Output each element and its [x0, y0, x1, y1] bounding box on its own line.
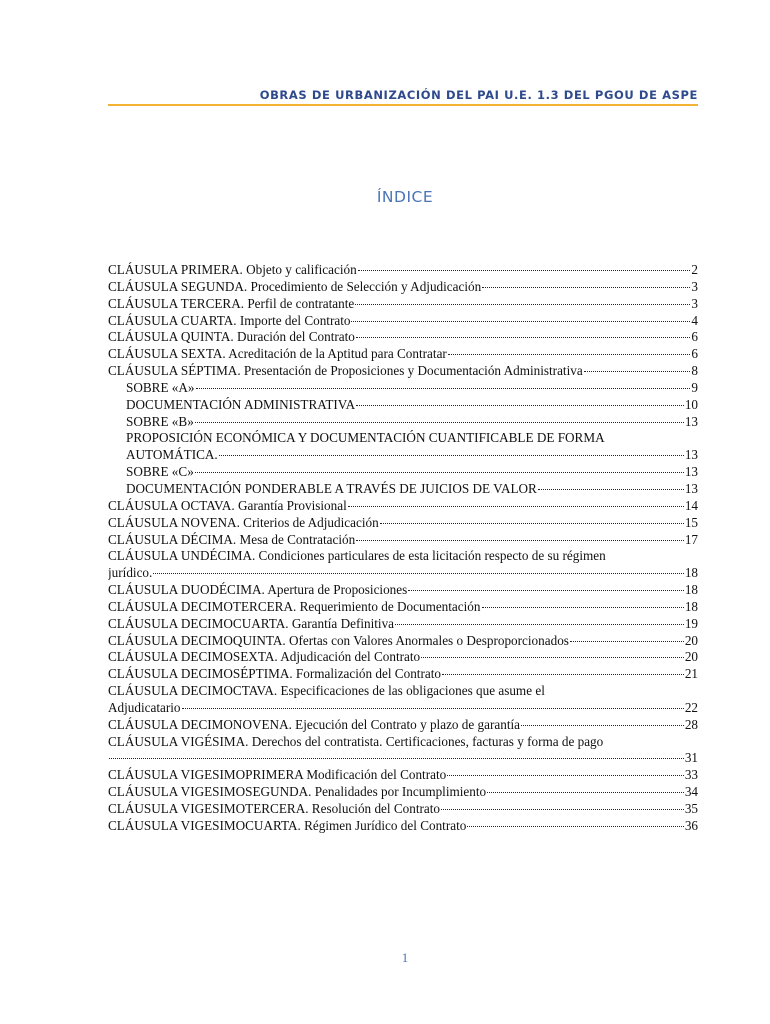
toc-dot-leader [467, 826, 683, 827]
toc-entry[interactable] [108, 767, 698, 784]
toc-page-number: 13 [684, 480, 698, 496]
toc-entry-text: SOBRE «C» [126, 464, 194, 480]
toc-entry-text: AUTOMÁTICA. [126, 447, 218, 463]
toc-entry-text: CLÁUSULA DUODÉCIMA. Apertura de Proposiciones [108, 582, 408, 598]
toc-entry-text: CLÁUSULA DECIMOSEXTA. Adjudicación del Contrato [108, 649, 421, 665]
toc-entry[interactable] [108, 599, 698, 616]
toc-entry[interactable] [108, 498, 698, 515]
toc-entry-text: CLÁUSULA VIGESIMOSEGUNDA. Penalidades por Incumplimiento [108, 784, 487, 800]
toc-entry-text: CLÁUSULA PRIMERA. Objeto y calificación [108, 262, 357, 277]
toc-dot-leader [482, 607, 684, 608]
toc-entry-text: CLÁUSULA DECIMONOVENA. Ejecución del Contrato y plazo de garantía [108, 716, 521, 732]
toc-entry[interactable] [108, 683, 698, 700]
header-divider [108, 104, 698, 106]
toc-entry[interactable] [108, 649, 698, 666]
toc-entry-text: CLÁUSULA VIGÉSIMA. Derechos del contratista. Certificaciones, facturas y forma de pago [108, 733, 604, 749]
toc-entry[interactable] [108, 801, 698, 818]
toc-page-number: 31 [684, 750, 698, 766]
toc-entry-text: DOCUMENTACIÓN ADMINISTRATIVA [126, 396, 356, 412]
toc-entry-text: CLÁUSULA DECIMOSÉPTIMA. Formalización del Contrato [108, 666, 441, 682]
toc-page-number: 13 [684, 464, 698, 480]
toc-page-number: 28 [684, 716, 698, 732]
toc-dot-leader [195, 422, 684, 423]
toc-entry[interactable] [108, 700, 698, 717]
toc-entry[interactable] [108, 380, 698, 397]
toc-page-number: 10 [684, 396, 698, 412]
toc-dot-leader [196, 388, 691, 389]
toc-entry[interactable] [108, 363, 698, 380]
toc-entry[interactable] [108, 784, 698, 801]
toc-dot-leader [356, 337, 691, 338]
toc-dot-leader [182, 708, 684, 709]
toc-entry[interactable] [108, 313, 698, 330]
toc-page-number: 13 [684, 413, 698, 429]
toc-dot-leader [408, 590, 684, 591]
toc-dot-leader [487, 792, 684, 793]
toc-entry[interactable] [108, 582, 698, 599]
toc-entry[interactable] [108, 616, 698, 633]
toc-page-number: 4 [691, 312, 698, 328]
toc-dot-leader [538, 489, 684, 490]
toc-entry-text: DOCUMENTACIÓN PONDERABLE A TRAVÉS DE JUICIOS DE VALOR [126, 480, 537, 496]
toc-dot-leader [448, 354, 691, 355]
toc-entry[interactable] [108, 414, 698, 431]
toc-entry-text: CLÁUSULA DECIMOQUINTA. Ofertas con Valores Anormales o Desproporcionados [108, 632, 569, 648]
toc-entry-text: CLÁUSULA DECIMOCUARTA. Garantía Definitiva [108, 615, 395, 631]
toc-page-number: 21 [684, 666, 698, 682]
toc-page-number: 18 [684, 582, 698, 598]
toc-dot-leader [441, 809, 684, 810]
toc-page-number: 13 [684, 447, 698, 463]
toc-dot-leader [356, 405, 684, 406]
toc-page-number: 3 [691, 295, 698, 311]
toc-dot-leader [355, 304, 690, 305]
toc-dot-leader [521, 725, 684, 726]
toc-page-number: 2 [691, 262, 698, 277]
toc-page-number: 36 [684, 817, 698, 833]
toc-page-number: 20 [684, 632, 698, 648]
toc-page-number: 20 [684, 649, 698, 665]
toc-entry[interactable] [108, 666, 698, 683]
toc-dot-leader [195, 472, 684, 473]
toc-entry-text: CLÁUSULA SÉPTIMA. Presentación de Proposiciones y Documentación Administrativa [108, 363, 583, 379]
toc-page-number: 9 [691, 379, 698, 395]
toc-entry[interactable] [108, 515, 698, 532]
toc-dot-leader [421, 657, 684, 658]
toc-page-number: 14 [684, 497, 698, 513]
toc-entry[interactable] [108, 717, 698, 734]
toc-entry-text: Adjudicatario [108, 699, 181, 715]
toc-dot-leader [380, 523, 684, 524]
toc-dot-leader [570, 641, 684, 642]
toc-entry[interactable] [108, 430, 698, 447]
toc-page-number: 3 [691, 278, 698, 294]
toc-dot-leader [584, 371, 691, 372]
toc-entry[interactable] [108, 397, 698, 414]
toc-entry-text: CLÁUSULA SEXTA. Acreditación de la Aptitud para Contratar [108, 346, 447, 362]
toc-page-number: 33 [684, 767, 698, 783]
toc-entry[interactable] [108, 548, 698, 565]
toc-dot-leader [447, 775, 684, 776]
toc-entry-text: CLÁUSULA UNDÉCIMA. Condiciones particulares de esta licitación respecto de su régimen [108, 548, 606, 564]
toc-entry-text: CLÁUSULA TERCERA. Perfil de contratante [108, 295, 355, 311]
toc-entry-text: CLÁUSULA DECIMOCTAVA. Especificaciones de las obligaciones que asume el [108, 683, 545, 699]
toc-page-number: 22 [684, 699, 698, 715]
toc-dot-leader [219, 455, 684, 456]
toc-entry-text: CLÁUSULA SEGUNDA. Procedimiento de Selección y Adjudicación [108, 278, 482, 294]
toc-page-number: 6 [691, 329, 698, 345]
document-header-title: OBRAS DE URBANIZACIÓN DEL PAI U.E. 1.3 DEL PGOU DE ASPE [259, 88, 698, 102]
toc-page-number: 17 [684, 531, 698, 547]
toc-entry[interactable] [108, 481, 698, 498]
toc-entry[interactable] [108, 532, 698, 549]
toc-page-number: 6 [691, 346, 698, 362]
toc-entry-text: SOBRE «B» [126, 413, 194, 429]
toc-entry[interactable] [108, 633, 698, 650]
toc-entry-text: CLÁUSULA DECIMOTERCERA. Requerimiento de Documentación [108, 598, 481, 614]
toc-entry-text: jurídico. [108, 565, 153, 581]
toc-entry-text: CLÁUSULA VIGESIMOPRIMERA Modificación del Contrato [108, 767, 447, 783]
toc-dot-leader [356, 540, 684, 541]
toc-dot-leader [348, 506, 684, 507]
toc-page-number: 34 [684, 784, 698, 800]
toc-entry[interactable] [108, 296, 698, 313]
toc-dot-leader [395, 624, 684, 625]
table-of-contents [108, 262, 698, 835]
toc-dot-leader [482, 287, 690, 288]
toc-entry-text: CLÁUSULA QUINTA. Duración del Contrato [108, 329, 355, 345]
toc-entry[interactable] [108, 464, 698, 481]
page-number: 1 [401, 950, 409, 965]
toc-dot-leader [358, 270, 691, 271]
toc-entry[interactable] [108, 329, 698, 346]
toc-dot-leader [442, 674, 684, 675]
toc-page-number: 18 [684, 565, 698, 581]
toc-entry-text: CLÁUSULA CUARTA. Importe del Contrato [108, 312, 351, 328]
toc-entry-text: CLÁUSULA NOVENA. Criterios de Adjudicación [108, 514, 379, 530]
toc-dot-leader [109, 758, 684, 759]
toc-dot-leader [153, 573, 683, 574]
toc-heading: ÍNDICE [376, 188, 434, 206]
toc-page-number: 15 [684, 514, 698, 530]
toc-entry[interactable] [108, 346, 698, 363]
toc-entry-text: SOBRE «A» [126, 379, 195, 395]
toc-page-number: 35 [684, 801, 698, 816]
toc-page-number: 19 [684, 615, 698, 631]
toc-entry[interactable] [108, 750, 698, 767]
toc-entry[interactable] [108, 818, 698, 835]
toc-entry-text: CLÁUSULA OCTAVA. Garantía Provisional [108, 497, 347, 513]
toc-entry-text: CLÁUSULA VIGESIMOTERCERA. Resolución del Contrato [108, 801, 440, 816]
toc-entry[interactable] [108, 279, 698, 296]
toc-entry-text: PROPOSICIÓN ECONÓMICA Y DOCUMENTACIÓN CUANTIFICABLE DE FORMA [126, 430, 605, 446]
toc-entry[interactable] [108, 565, 698, 582]
toc-dot-leader [351, 321, 690, 322]
toc-page-number: 8 [691, 363, 698, 379]
toc-entry-text: CLÁUSULA VIGESIMOCUARTA. Régimen Jurídico del Contrato [108, 817, 467, 833]
toc-entry[interactable] [108, 447, 698, 464]
toc-entry[interactable] [108, 262, 698, 279]
toc-page-number: 18 [684, 598, 698, 614]
toc-entry-text: CLÁUSULA DÉCIMA. Mesa de Contratación [108, 531, 356, 547]
toc-entry[interactable] [108, 734, 698, 751]
